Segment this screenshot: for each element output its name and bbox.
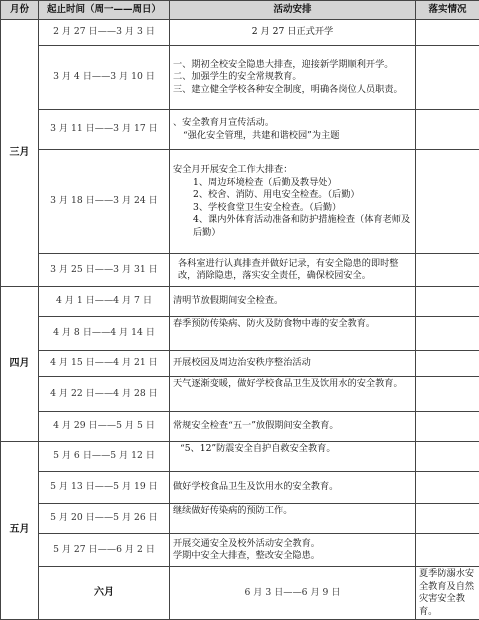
activity-cell: 开展校园及周边治安秩序整治活动: [170, 351, 416, 377]
activity-cell: [170, 110, 416, 150]
status-cell[interactable]: [416, 254, 479, 287]
activity-line: 2、校舍、消防、用电安全检查。（后勤）: [193, 189, 360, 200]
table-row: [1, 46, 479, 110]
activity-line: 二、加强学生的安全常规教育。: [173, 71, 302, 83]
activity-line: 安全月开展安全工作大排查：: [173, 164, 293, 175]
status-cell[interactable]: [416, 412, 479, 442]
table-row: [1, 317, 479, 351]
activity-line: 2 月 27 日正式开学: [251, 26, 334, 38]
period-cell: 2 月 27 日——3 月 3 日: [39, 20, 170, 46]
status-cell[interactable]: [416, 150, 479, 254]
activity-line: 学期中安全大排查，整改安全隐患。: [173, 550, 320, 561]
status-cell[interactable]: [416, 472, 479, 504]
activity-cell: 夏季防溺水安全教育及自然灾害安全教育。: [416, 567, 479, 620]
header-row: [1, 1, 479, 20]
activity-cell: [170, 150, 416, 254]
table-row: [1, 567, 479, 620]
status-cell[interactable]: [416, 351, 479, 377]
status-cell[interactable]: [416, 317, 479, 351]
period-cell: 3 月 11 日——3 月 17 日: [39, 110, 170, 150]
activity-cell: [170, 534, 416, 567]
table-row: [1, 110, 479, 150]
activity-cell: 清明节放假期间安全检查。: [170, 287, 416, 317]
table-row: [1, 287, 479, 317]
activity-line: 4、课内外体育活动准备和防护措施检查（体育老师及后勤）: [193, 214, 411, 238]
period-cell: 3 月 18 日——3 月 24 日: [39, 150, 170, 254]
table-row: [1, 254, 479, 287]
period-cell: 4 月 29 日——5 月 5 日: [39, 412, 170, 442]
header-status: 落实情况: [416, 1, 479, 20]
activity-line: 3、学校食堂卫生安全检查。（后勤）: [193, 201, 342, 213]
activity-line: 1、周边环境检查（后勤及教导处）: [193, 176, 337, 188]
activity-cell: “5、12”防震安全自护自救安全教育。: [170, 442, 416, 472]
month-cell-march: 三月: [1, 20, 39, 287]
month-cell-may: 五月: [1, 442, 39, 620]
activity-cell: 春季预防传染病、防火及防食物中毒的安全教育。: [170, 317, 416, 351]
period-cell: 4 月 1 日——4 月 7 日: [39, 287, 170, 317]
table-row: [1, 377, 479, 412]
activity-cell: 做好学校食品卫生及饮用水的安全教育。: [170, 472, 416, 504]
activity-line: 开展交通安全及校外活动安全教育。: [173, 537, 320, 549]
table-row: [1, 20, 479, 46]
status-cell[interactable]: [416, 110, 479, 150]
table-row: [1, 351, 479, 377]
activity-cell: [170, 46, 416, 110]
status-cell[interactable]: [416, 287, 479, 317]
status-cell[interactable]: [416, 442, 479, 472]
activity-line: 、安全教育月宣传活动。: [173, 117, 275, 128]
period-cell: 3 月 25 日——3 月 31 日: [39, 254, 170, 287]
activity-line: 一、期初全校安全隐患大排查，迎接新学期顺利开学。: [173, 58, 394, 70]
status-cell[interactable]: [416, 46, 479, 110]
activity-cell: [170, 20, 416, 46]
period-cell: 3 月 4 日——3 月 10 日: [39, 46, 170, 110]
month-cell-june: 六月: [39, 567, 170, 620]
activity-line: 三、建立健全学校各种安全制度，明确各岗位人员职责。: [173, 83, 403, 95]
activity-cell: 常规安全检查“五一”放假期间安全教育。: [170, 412, 416, 442]
period-cell: 4 月 15 日——4 月 21 日: [39, 351, 170, 377]
month-cell-april: 四月: [1, 287, 39, 442]
header-period: 起止时间（周一——周日）: [39, 1, 170, 20]
period-cell: 5 月 6 日——5 月 12 日: [39, 442, 170, 472]
period-cell: 5 月 13 日——5 月 19 日: [39, 472, 170, 504]
period-cell: 5 月 20 日——5 月 26 日: [39, 504, 170, 534]
table-row: [1, 504, 479, 534]
activity-line: “强化安全管理，共建和谐校园”为主题: [183, 129, 340, 141]
table-row: [1, 534, 479, 567]
header-activity: 活动安排: [170, 1, 416, 20]
activity-cell: 各科室进行认真排查并做好记录，有安全隐患的即时整改，消除隐患，落实安全责任，确保校园安全。: [170, 254, 416, 287]
period-cell: 6 月 3 日——6 月 9 日: [170, 567, 416, 620]
header-month: 月份: [1, 1, 39, 20]
period-cell: 4 月 8 日——4 月 14 日: [39, 317, 170, 351]
period-cell: 5 月 27 日——6 月 2 日: [39, 534, 170, 567]
period-cell: 4 月 22 日——4 月 28 日: [39, 377, 170, 412]
table-row: [1, 442, 479, 472]
activity-cell: 天气逐渐变暖，做好学校食品卫生及饮用水的安全教育。: [170, 377, 416, 412]
table-row: [1, 150, 479, 254]
activity-cell: 继续做好传染病的预防工作。: [170, 504, 416, 534]
status-cell[interactable]: [416, 504, 479, 534]
status-cell[interactable]: [416, 20, 479, 46]
table-row: [1, 412, 479, 442]
table-row: [1, 472, 479, 504]
status-cell[interactable]: [416, 377, 479, 412]
status-cell[interactable]: [416, 534, 479, 567]
